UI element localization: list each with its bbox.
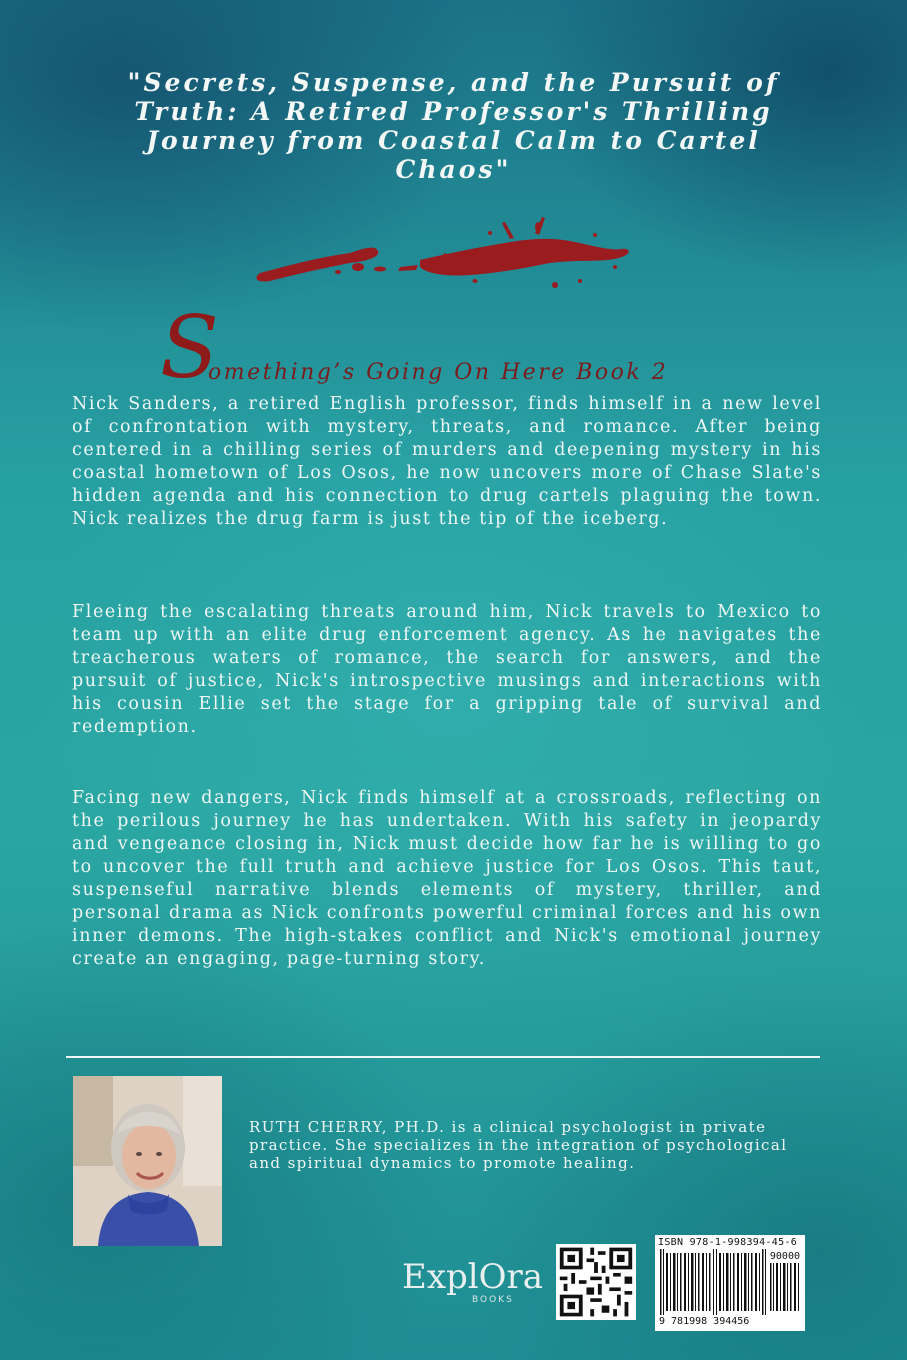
barcode-bars-icon [658, 1249, 802, 1315]
divider [66, 1056, 820, 1058]
isbn-barcode [655, 1235, 805, 1331]
publisher-sub: BOOKS [472, 1295, 514, 1305]
series-title-initial: S [160, 298, 219, 398]
blood-splatter-icon [250, 215, 650, 305]
isbn-addon: 90000 [769, 1251, 800, 1262]
tagline: "Secrets, Suspense, and the Pursuit of Truth: A Retired Professor's Thrilling Journey from Coastal Calm to Cartel Chaos" [127, 68, 780, 184]
blurb-paragraph: Facing new dangers, Nick finds himself at a crossroads, reflecting on the perilous journey he has undertaken. With his safety in jeopardy and vengeance closing in, Nick must decide how far he is willing to go to uncover the full truth and achieve justice for Los Osos. This taut, suspenseful narrative blends elements of mystery, thriller, and personal drama as Nick confronts powerful criminal forces and his own inner demons. The high-stakes conflict and Nick's emotional journey create an engaging, page-turning story. [72, 788, 822, 969]
blurb-paragraph: Nick Sanders, a retired English professor, finds himself in a new level of confrontation with mystery, threats, and romance. After being centered in a chilling series of murders and deepening mystery in his coastal hometown of Los Osos, he now uncovers more of Chase Slate's hidden agenda and his connection to drug cartels plaguing the town. Nick realizes the drug farm is just the tip of the iceberg. [72, 394, 822, 529]
publisher-logo [400, 1257, 544, 1312]
author-portrait-icon [73, 1076, 222, 1246]
author-bio: RUTH CHERRY, PH.D. is a clinical psychologist in private practice. She specializes in the integration of psychological and spiritual dynamics to promote healing. [249, 1118, 788, 1172]
publisher-name: ExplOra [402, 1257, 544, 1297]
series-title [150, 298, 770, 398]
barcode-digits: 9 781998 394456 [659, 1316, 750, 1327]
blurb-paragraph: Fleeing the escalating threats around him, Nick travels to Mexico to team up with an elite drug enforcement agency. As he navigates the treacherous waters of romance, the search for answers, and the pursuit of justice, Nick's introspective musings and interactions with his cousin Ellie set the stage for a gripping tale of survival and redemption. [72, 602, 822, 737]
isbn-label: ISBN 978-1-998394-45-6 [658, 1237, 798, 1248]
series-title-text: omething’s Going On Here Book 2 [208, 360, 669, 385]
qr-code-icon [556, 1244, 636, 1320]
author-photo [73, 1076, 222, 1246]
